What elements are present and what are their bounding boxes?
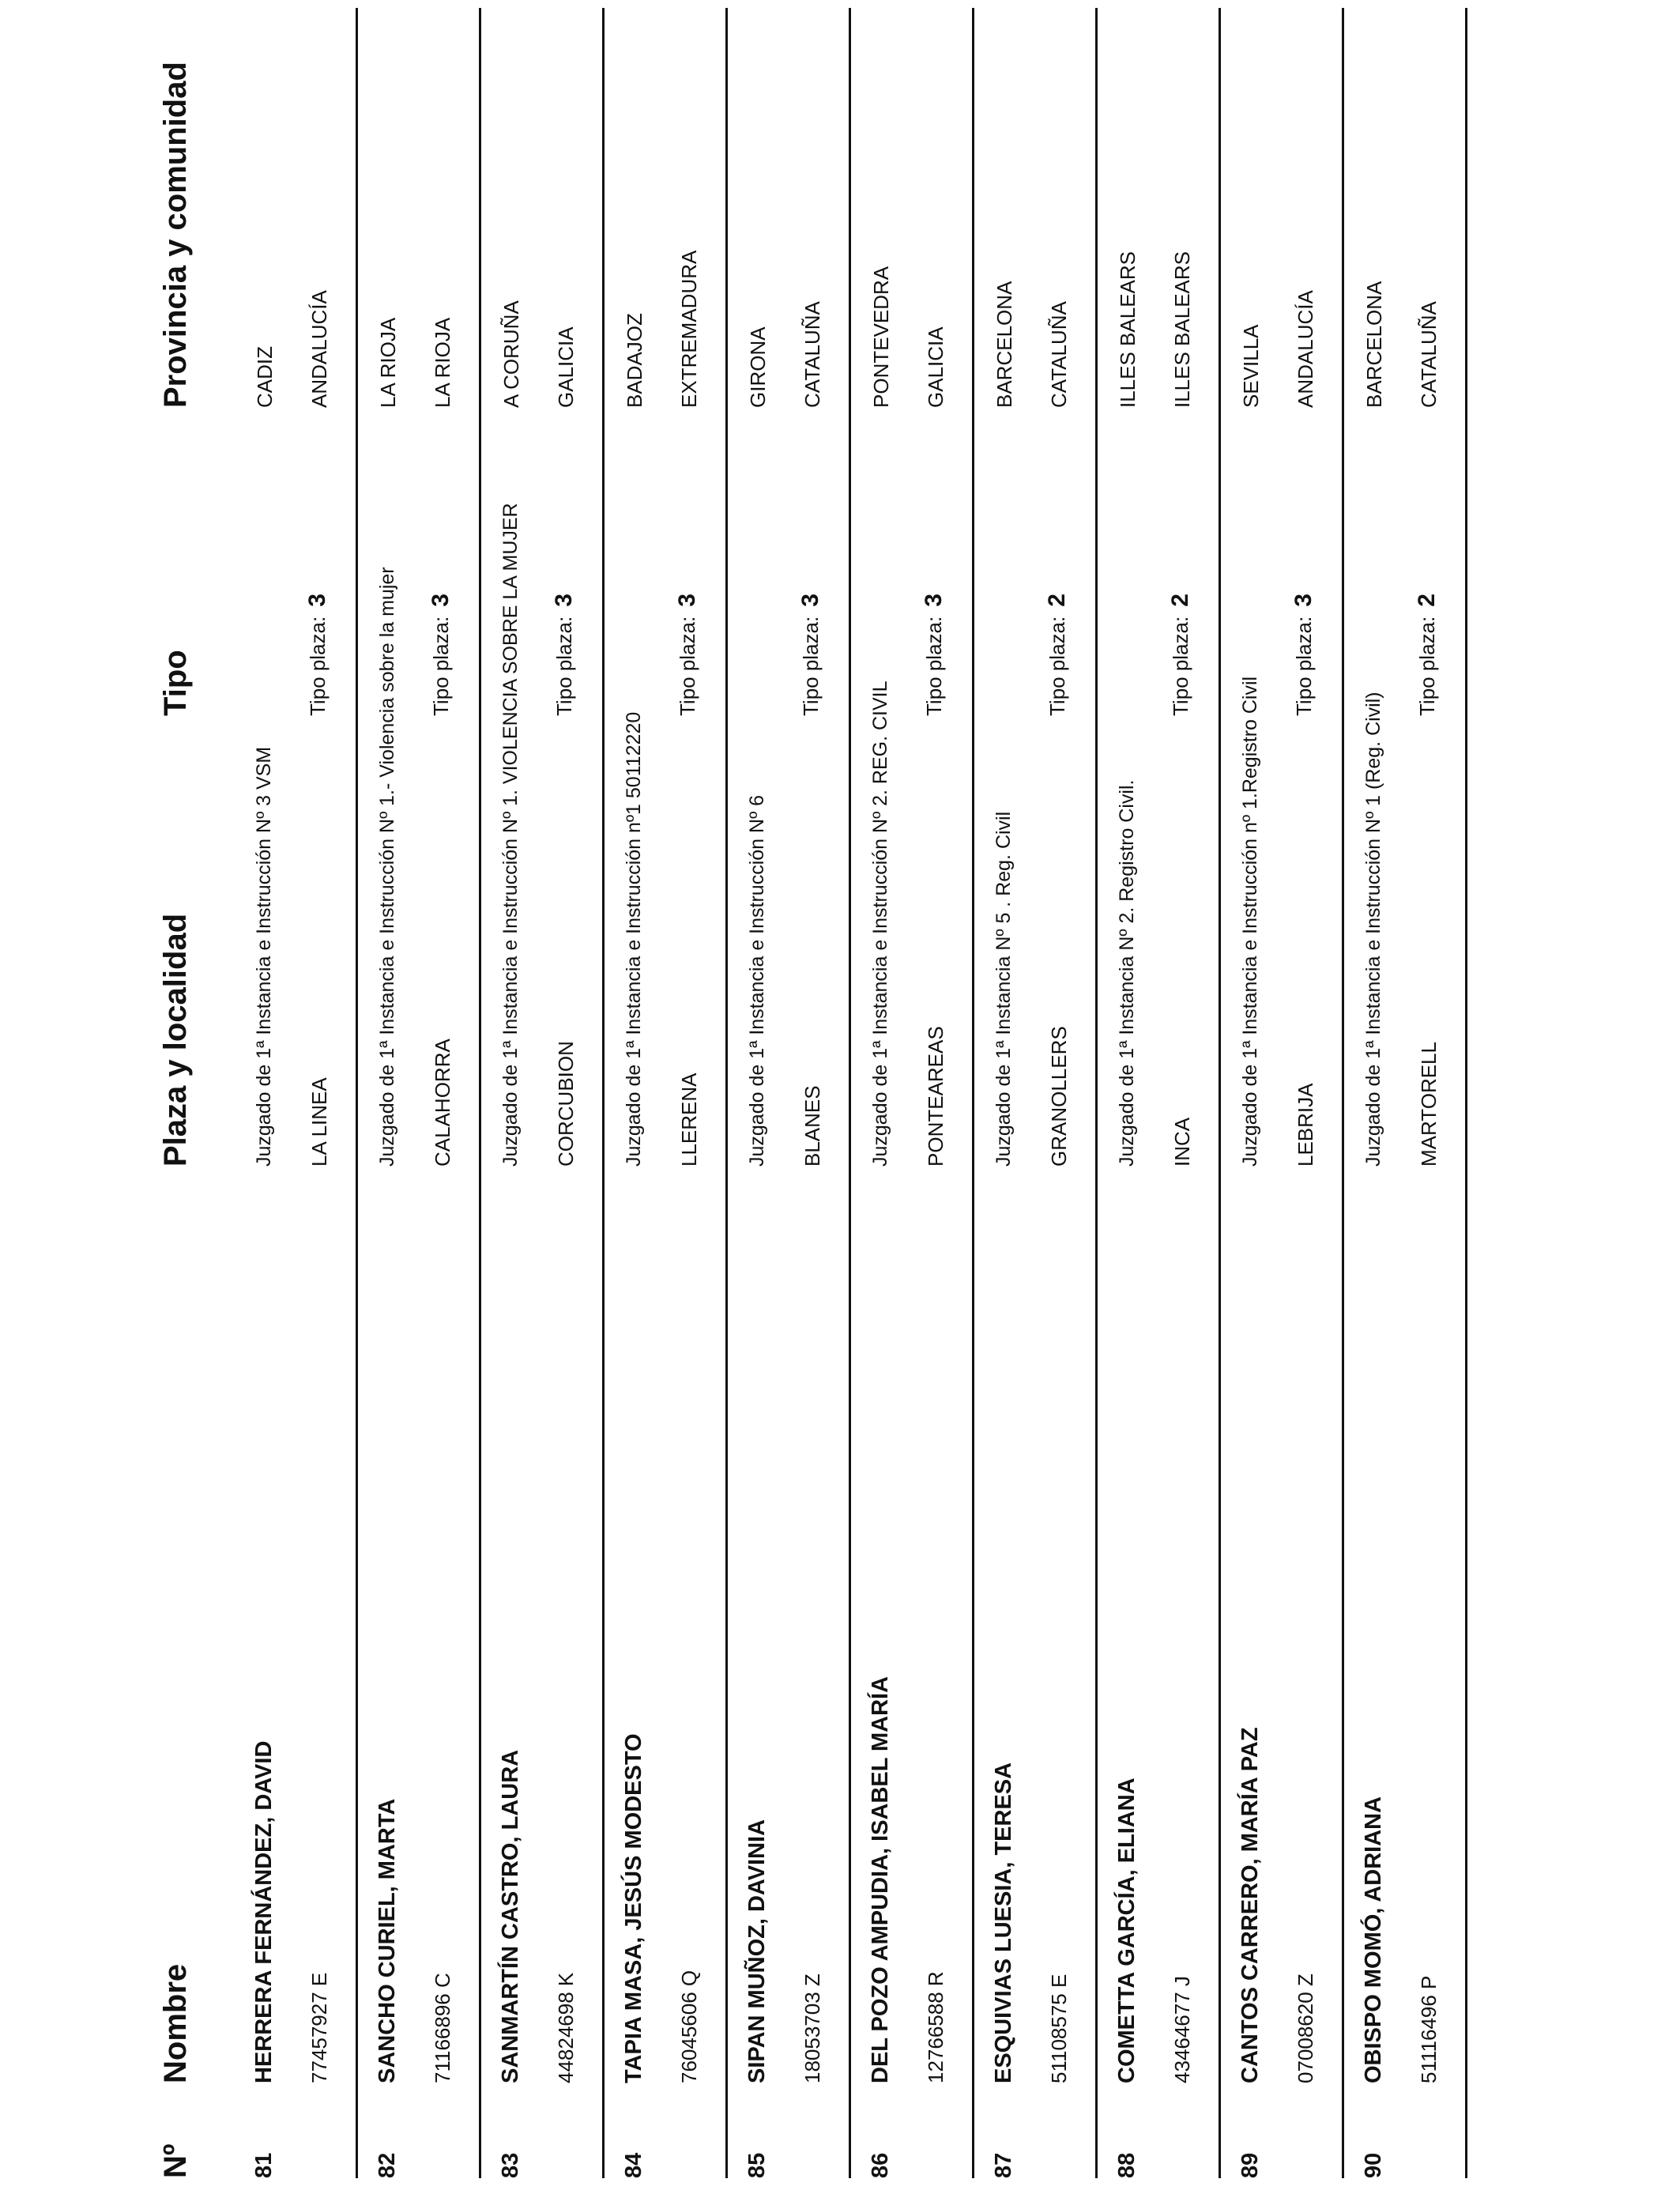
- row-divider: [849, 8, 851, 2178]
- tipo-value: 3: [797, 594, 823, 607]
- table-row: [977, 0, 1100, 2194]
- row-tipo: [1414, 594, 1441, 716]
- row-name: SANCHO CURIEL, MARTA: [375, 1798, 400, 2083]
- row-comunidad: ANDALUCÍA: [307, 290, 331, 408]
- table-row: [484, 0, 607, 2194]
- row-name: TAPIA MASA, JESÚS MODESTO: [621, 1733, 646, 2083]
- row-dni: 51108575 E: [1047, 1973, 1071, 2083]
- row-divider: [479, 8, 481, 2178]
- row-divider: [725, 8, 728, 2178]
- row-tipo: [1167, 594, 1194, 716]
- row-divider: [1342, 8, 1344, 2178]
- row-number: 81: [251, 2152, 277, 2178]
- tipo-value: 2: [1167, 594, 1193, 607]
- row-tipo: [674, 594, 701, 716]
- row-plaza: Juzgado de 1ª Instancia e Instrucción Nº 1.- Violencia sobre la mujer: [376, 567, 398, 1167]
- row-provincia: BARCELONA: [1362, 281, 1386, 408]
- row-comunidad: ANDALUCÍA: [1294, 290, 1317, 408]
- row-plaza: Juzgado de 1ª Instancia e Instrucción Nº 6: [746, 794, 768, 1167]
- row-localidad: LEBRIJA: [1294, 1083, 1317, 1167]
- tipo-label: Tipo plaza:: [429, 616, 453, 716]
- row-provincia: CADIZ: [253, 346, 277, 408]
- row-comunidad: CATALUÑA: [1047, 301, 1071, 408]
- tipo-value: 3: [304, 594, 330, 607]
- tipo-value: 3: [921, 594, 947, 607]
- row-localidad: INCA: [1170, 1117, 1194, 1167]
- row-provincia: GIRONA: [746, 326, 770, 408]
- row-provincia: BARCELONA: [993, 281, 1016, 408]
- row-tipo: [921, 594, 947, 716]
- tipo-label: Tipo plaza:: [922, 616, 946, 716]
- row-comunidad: EXTREMADURA: [677, 250, 701, 408]
- tipo-label: Tipo plaza:: [552, 616, 576, 716]
- row-plaza: Juzgado de 1ª Instancia e Instrucción nº1 50112220: [623, 711, 645, 1167]
- row-plaza: Juzgado de 1ª Instancia Nº 5 . Reg. Civil: [993, 811, 1015, 1167]
- row-divider: [972, 8, 974, 2178]
- row-comunidad: GALICIA: [554, 326, 578, 408]
- row-dni: 18053703 Z: [800, 1973, 824, 2083]
- row-localidad: CALAHORRA: [431, 1039, 454, 1167]
- row-number: 89: [1237, 2152, 1263, 2178]
- row-plaza: Juzgado de 1ª Instancia e Instrucción Nº 1. VIOLENCIA SOBRE LA MUJER: [499, 503, 522, 1167]
- row-tipo: [304, 594, 331, 716]
- row-divider: [1465, 8, 1467, 2178]
- row-provincia: ILLES BALEARS: [1116, 251, 1139, 408]
- row-localidad: CORCUBION: [554, 1041, 578, 1167]
- row-plaza: Juzgado de 1ª Instancia e Instrucción nº 1.Registro Civil: [1239, 676, 1261, 1167]
- row-localidad: GRANOLLERS: [1047, 1026, 1071, 1167]
- tipo-value: 3: [674, 594, 700, 607]
- row-divider: [1219, 8, 1221, 2178]
- row-comunidad: ILLES BALEARS: [1170, 251, 1194, 408]
- row-localidad: MARTORELL: [1417, 1042, 1441, 1167]
- row-comunidad: CATALUÑA: [1417, 301, 1441, 408]
- row-divider: [602, 8, 605, 2178]
- row-provincia: BADAJOZ: [623, 313, 646, 408]
- table-row: [360, 0, 484, 2194]
- row-tipo: [551, 594, 578, 716]
- tipo-label: Tipo plaza:: [1169, 616, 1192, 716]
- row-localidad: LA LINEA: [307, 1077, 331, 1167]
- row-name: OBISPO MOMÓ, ADRIANA: [1361, 1796, 1386, 2083]
- header-nombre: Nombre: [158, 1963, 193, 2083]
- header-num: Nº: [158, 2143, 193, 2178]
- tipo-value: 3: [428, 594, 454, 607]
- tipo-value: 3: [1290, 594, 1317, 607]
- row-localidad: LLERENA: [677, 1072, 701, 1167]
- tipo-label: Tipo plaza:: [1415, 616, 1439, 716]
- row-number: 85: [744, 2152, 770, 2178]
- table-row: [607, 0, 730, 2194]
- header-tipo: Tipo: [158, 650, 193, 716]
- row-name: COMETTA GARCÍA, ELIANA: [1114, 1777, 1139, 2083]
- row-provincia: PONTEVEDRA: [869, 266, 893, 408]
- row-dni: 51116496 P: [1417, 1975, 1441, 2083]
- row-name: SANMARTÍN CASTRO, LAURA: [498, 1749, 523, 2083]
- row-comunidad: LA RIOJA: [431, 317, 454, 408]
- table-row: [1347, 0, 1470, 2194]
- row-plaza: Juzgado de 1ª Instancia Nº 2. Registro Civil.: [1116, 779, 1138, 1167]
- row-comunidad: CATALUÑA: [800, 301, 824, 408]
- row-divider: [356, 8, 358, 2178]
- row-tipo: [797, 594, 824, 716]
- row-name: ESQUIVIAS LUESIA, TERESA: [991, 1762, 1016, 2083]
- row-dni: 77457927 E: [307, 1972, 331, 2083]
- tipo-value: 2: [1044, 594, 1070, 607]
- row-number: 90: [1361, 2152, 1386, 2178]
- header-plaza: Plaza y localidad: [158, 913, 193, 1167]
- row-localidad: BLANES: [800, 1085, 824, 1167]
- row-localidad: PONTEAREAS: [924, 1026, 947, 1167]
- row-number: 82: [375, 2152, 400, 2178]
- tipo-label: Tipo plaza:: [1292, 616, 1316, 716]
- row-name: SIPAN MUÑOZ, DAVINIA: [744, 1819, 770, 2083]
- tipo-label: Tipo plaza:: [799, 616, 823, 716]
- row-dni: 76045606 Q: [677, 1970, 701, 2083]
- row-provincia: LA RIOJA: [376, 317, 400, 408]
- tipo-value: 3: [551, 594, 577, 607]
- row-number: 83: [498, 2152, 523, 2178]
- row-name: CANTOS CARRERO, MARÍA PAZ: [1237, 1727, 1263, 2083]
- table-row: [1223, 0, 1347, 2194]
- row-name: HERRERA FERNÁNDEZ, DAVID: [251, 1740, 277, 2083]
- row-dni: 07008620 Z: [1294, 1973, 1317, 2083]
- tipo-label: Tipo plaza:: [1045, 616, 1069, 716]
- table-row: [1100, 0, 1223, 2194]
- row-dni: 43464677 J: [1170, 1976, 1194, 2083]
- row-number: 86: [868, 2152, 893, 2178]
- table-header: [0, 0, 229, 2194]
- table-row: [730, 0, 853, 2194]
- row-dni: 44824698 K: [554, 1972, 578, 2083]
- row-tipo: [428, 594, 454, 716]
- row-comunidad: GALICIA: [924, 326, 947, 408]
- row-name: DEL POZO AMPUDIA, ISABEL MARÍA: [868, 1676, 893, 2083]
- row-provincia: SEVILLA: [1239, 324, 1263, 408]
- row-dni: 71166896 C: [431, 1973, 454, 2083]
- row-divider: [1095, 8, 1098, 2178]
- tipo-label: Tipo plaza:: [306, 616, 330, 716]
- row-plaza: Juzgado de 1ª Instancia e Instrucción Nº 3 VSM: [253, 746, 275, 1167]
- tipo-label: Tipo plaza:: [676, 616, 699, 716]
- tipo-value: 2: [1414, 594, 1440, 607]
- row-number: 87: [991, 2152, 1016, 2178]
- table-row: [237, 0, 360, 2194]
- row-provincia: A CORUÑA: [499, 300, 523, 408]
- row-number: 84: [621, 2152, 646, 2178]
- header-provincia: Provincia y comunidad: [158, 62, 193, 408]
- table-row: [853, 0, 977, 2194]
- row-tipo: [1290, 594, 1317, 716]
- row-tipo: [1044, 594, 1071, 716]
- row-plaza: Juzgado de 1ª Instancia e Instrucción Nº 2. REG. CIVIL: [869, 680, 891, 1167]
- row-plaza: Juzgado de 1ª Instancia e Instrucción Nº 1 (Reg. Civil): [1362, 692, 1384, 1167]
- row-number: 88: [1114, 2152, 1139, 2178]
- row-dni: 12766588 R: [924, 1971, 947, 2083]
